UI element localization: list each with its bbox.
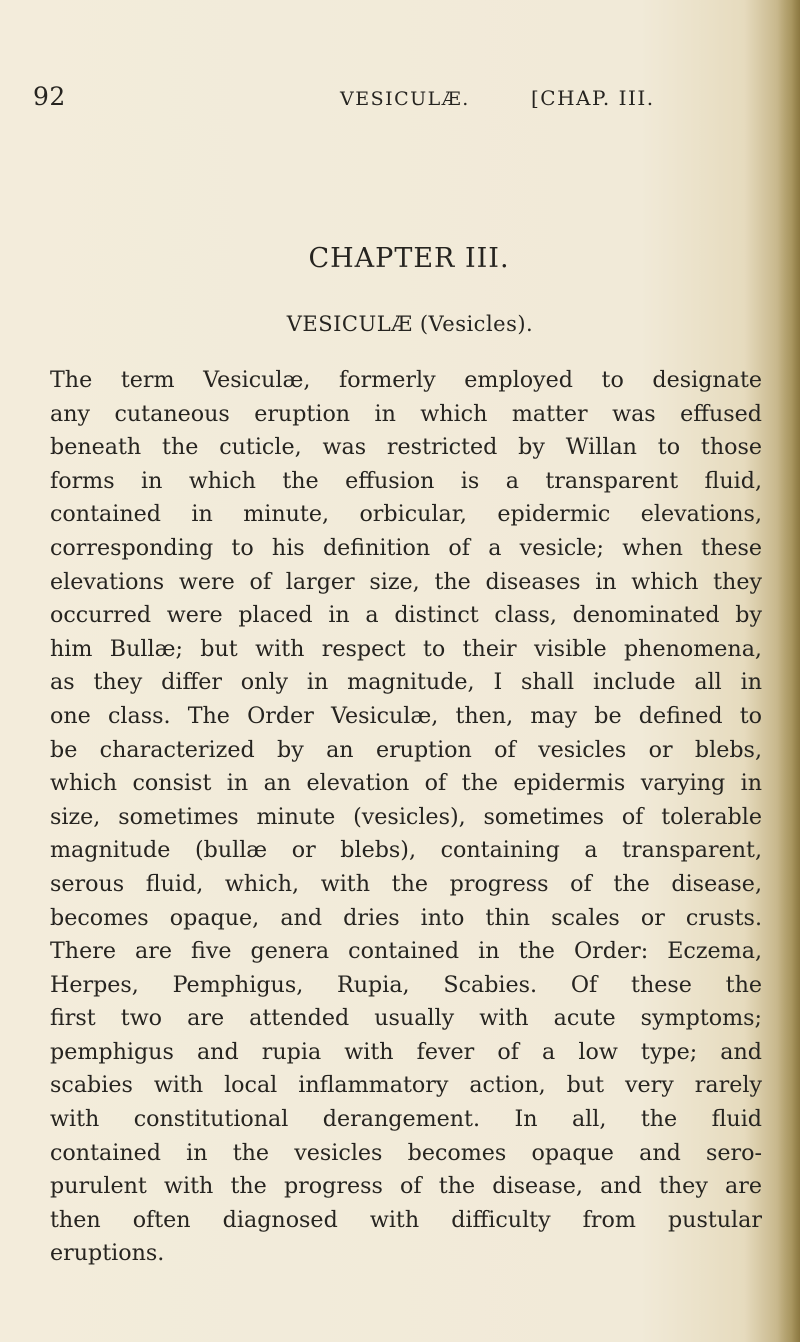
text-line: pemphigus and rupia with fever of a low type; and: [50, 1038, 762, 1065]
text-line: be characterized by an eruption of vesicles or blebs,: [50, 736, 762, 763]
text-line: contained in the vesicles becomes opaque and sero-: [50, 1139, 762, 1166]
chapter-subtitle: VESICULÆ (Vesicles).: [286, 312, 534, 336]
text-line: size, sometimes minute (vesicles), sometimes of tolerable: [50, 803, 762, 830]
page-edge-shadow: [778, 0, 800, 1342]
page-number: 92: [33, 82, 66, 111]
text-line: scabies with local inflammatory action, but very rarely: [50, 1072, 762, 1099]
text-line: then often diagnosed with difficulty from pustular: [50, 1206, 762, 1233]
text-line: one class. The Order Vesiculæ, then, may be defined to: [50, 702, 762, 729]
text-line: eruptions.: [50, 1240, 165, 1267]
text-line: with constitutional derangement. In all, the fluid: [50, 1106, 762, 1133]
text-line: contained in minute, orbicular, epidermic elevations,: [50, 501, 762, 528]
running-head: [0, 82, 800, 122]
text-line: corresponding to his definition of a vesicle; when these: [50, 534, 762, 561]
text-line: serous fluid, which, with the progress of the disease,: [50, 870, 762, 897]
text-line: first two are attended usually with acute symptoms;: [50, 1005, 762, 1032]
text-line: The term Vesiculæ, formerly employed to designate: [50, 367, 762, 393]
text-line: beneath the cuticle, was restricted by Willan to those: [50, 434, 762, 461]
text-line: him Bullæ; but with respect to their visible phenomena,: [50, 635, 762, 662]
text-line: magnitude (bullæ or blebs), containing a transparent,: [50, 837, 762, 864]
text-line: becomes opaque, and dries into thin scales or crusts.: [50, 904, 762, 931]
running-title: VESICULÆ.: [340, 88, 470, 110]
chapter-heading: CHAPTER III.: [308, 243, 510, 274]
text-line: occurred were placed in a distinct class, denominated by: [50, 602, 762, 629]
text-line: any cutaneous eruption in which matter was effused: [50, 400, 762, 427]
body-paragraph: [50, 364, 762, 1271]
text-line: which consist in an elevation of the epidermis varying in: [50, 770, 762, 797]
text-line: There are five genera contained in the Order: Eczema,: [50, 938, 762, 965]
text-line: as they differ only in magnitude, I shall include all in: [50, 669, 762, 696]
running-chapter: [CHAP. III.: [531, 86, 655, 110]
text-line: purulent with the progress of the disease, and they are: [50, 1173, 762, 1200]
text-line: forms in which the effusion is a transparent fluid,: [50, 467, 762, 494]
text-line: elevations were of larger size, the diseases in which they: [50, 568, 762, 595]
text-line: Herpes, Pemphigus, Rupia, Scabies. Of these the: [50, 971, 762, 998]
